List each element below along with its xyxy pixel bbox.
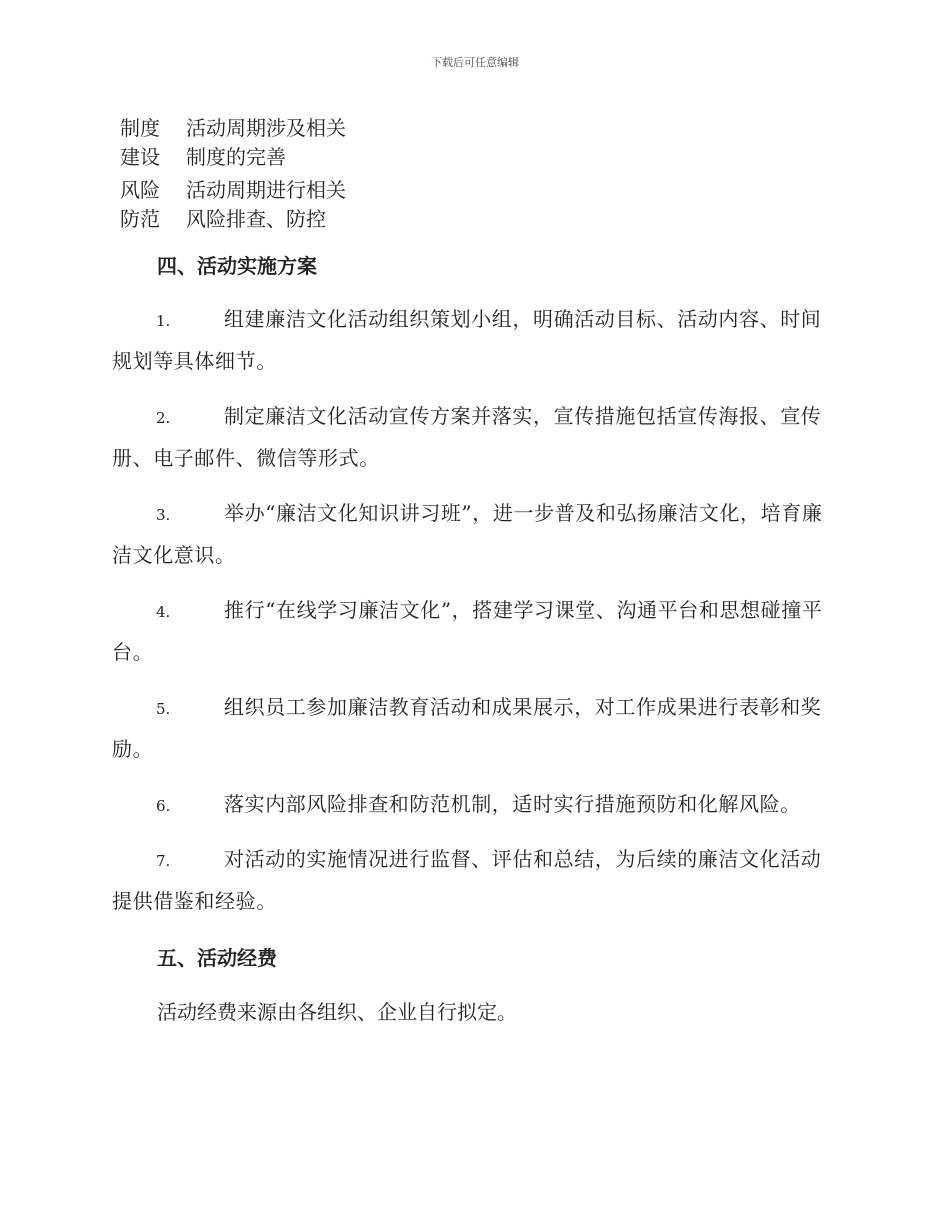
section-heading: 五、活动经费 [157, 946, 277, 970]
table-row [120, 114, 346, 172]
list-item [112, 839, 832, 921]
table-row [120, 176, 346, 234]
item-number: 3. [156, 506, 171, 524]
item-text: 组建廉洁文化活动组织策划小组，明确活动目标、活动内容、时间规划等具体细节。 [112, 307, 822, 373]
item-text: 举办“廉洁文化知识讲习班”，进一步普及和弘扬廉洁文化，培育廉洁文化意识。 [112, 501, 823, 567]
item-number: 5. [156, 700, 171, 718]
section-heading: 四、活动实施方案 [157, 254, 317, 278]
list-item [112, 493, 832, 575]
item-number: 6. [156, 797, 171, 815]
item-text: 制定廉洁文化活动宣传方案并落实，宣传措施包括宣传海报、宣传册、电子邮件、微信等形式。 [112, 404, 822, 470]
item-number: 7. [156, 852, 171, 870]
table-cell: 风险排查、防控 [186, 207, 326, 231]
table-cell: 制度 [120, 116, 160, 140]
item-number: 4. [156, 603, 171, 621]
table-cell: 制度的完善 [186, 145, 286, 169]
table-cell: 风险 [120, 178, 160, 202]
paragraph: 活动经费来源由各组织、企业自行拟定。 [157, 1000, 517, 1024]
list-item [112, 299, 832, 381]
list-item [112, 590, 832, 672]
list-item [112, 687, 832, 769]
item-text: 组织员工参加廉洁教育活动和成果展示，对工作成果进行表彰和奖励。 [112, 695, 822, 761]
item-text: 对活动的实施情况进行监督、评估和总结，为后续的廉洁文化活动提供借鉴和经验。 [112, 847, 822, 913]
item-text: 推行“在线学习廉洁文化”，搭建学习课堂、沟通平台和思想碰撞平台。 [112, 598, 823, 664]
list-item [112, 396, 832, 478]
list-item [112, 784, 832, 826]
table-cell: 活动周期进行相关 [186, 178, 346, 202]
table-cell: 防范 [120, 207, 160, 231]
item-number: 1. [156, 312, 171, 330]
page-header: 下载后可任意编辑 [431, 56, 519, 69]
item-text: 落实内部风险排查和防范机制，适时实行措施预防和化解风险。 [224, 792, 801, 816]
item-number: 2. [156, 409, 171, 427]
table-cell: 建设 [120, 145, 160, 169]
table-cell: 活动周期涉及相关 [186, 116, 346, 140]
